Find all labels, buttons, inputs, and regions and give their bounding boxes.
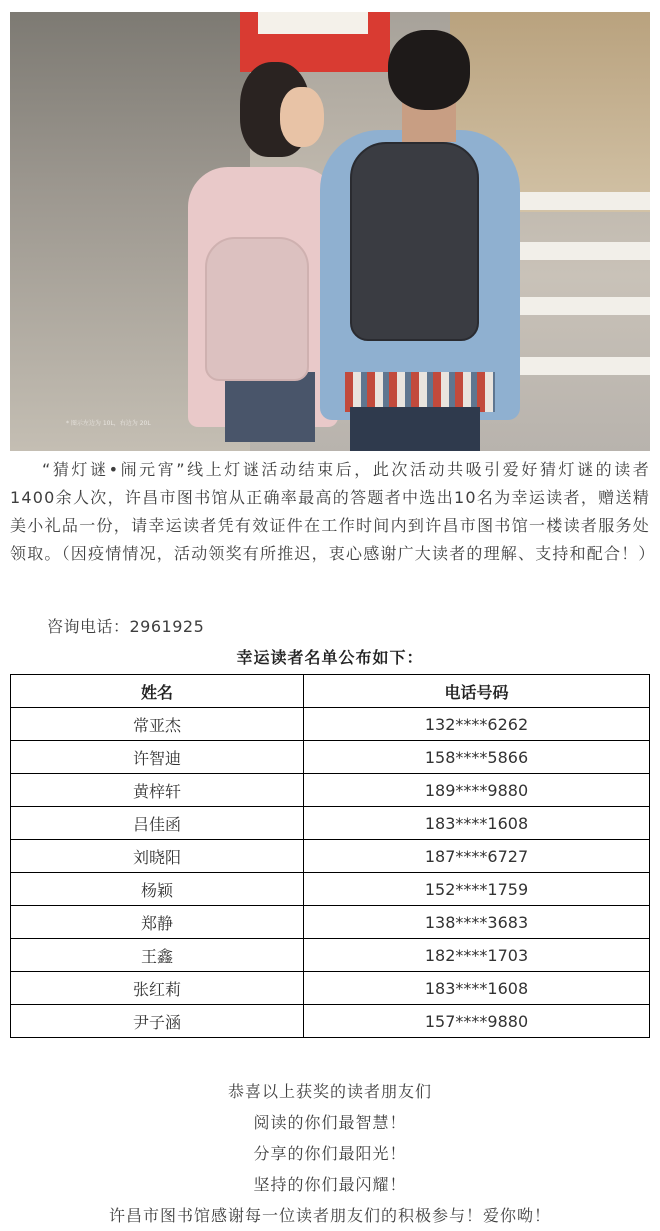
boy-jeans	[350, 407, 480, 451]
hero-photo	[10, 12, 650, 451]
article-paragraph: “猜灯谜•闹元宵”线上灯谜活动结束后，此次活动共吸引爱好猜灯谜的读者1400余人次，许昌市图书馆从正确率最高的答题者中选出10名为幸运读者，赠送精美小礼品一份，请幸运读者凭有效证件在工作时间内到许昌市图书馆一楼读者服务处领取。（因疫情情况，活动领奖有所推迟，衷心感谢广大读者的理解、支持和配合！）	[10, 460, 656, 563]
table-row	[11, 840, 650, 873]
dark-backpack	[350, 142, 479, 341]
winners-caption: 幸运读者名单公布如下：	[236, 648, 424, 667]
table-row	[11, 807, 650, 840]
closing-line: 阅读的你们最智慧！	[253, 1113, 407, 1132]
winner-name: 尹子涵	[11, 1005, 304, 1038]
winner-phone: 138****3683	[304, 906, 650, 939]
girl-skirt	[225, 372, 315, 442]
winner-phone: 158****5866	[304, 741, 650, 774]
winner-phone: 187****6727	[304, 840, 650, 873]
table-row	[11, 906, 650, 939]
closing-line: 恭喜以上获奖的读者朋友们	[227, 1082, 432, 1101]
winner-phone: 152****1759	[304, 873, 650, 906]
pink-backpack	[205, 237, 309, 381]
table-header-row	[11, 675, 650, 708]
crosswalk-stripe	[500, 192, 650, 210]
winner-name: 许智迪	[11, 741, 304, 774]
table-row	[11, 939, 650, 972]
table-row	[11, 1005, 650, 1038]
boy-hair	[388, 30, 470, 110]
winner-phone: 189****9880	[304, 774, 650, 807]
closing-message	[10, 1076, 650, 1231]
photo-note: * 图示左边为 10L，右边为 20L	[66, 420, 151, 427]
table-row	[11, 873, 650, 906]
consult-phone: 咨询电话：2961925	[47, 617, 205, 636]
closing-line: 分享的你们最阳光！	[253, 1144, 407, 1163]
winner-name: 杨颖	[11, 873, 304, 906]
winner-phone: 132****6262	[304, 708, 650, 741]
closing-line: 坚持的你们最闪耀！	[253, 1175, 407, 1194]
sign-panel	[258, 12, 368, 34]
header-phone: 电话号码	[304, 675, 650, 708]
winner-name: 刘晓阳	[11, 840, 304, 873]
winner-name: 王鑫	[11, 939, 304, 972]
winner-name: 张红莉	[11, 972, 304, 1005]
winner-phone: 183****1608	[304, 972, 650, 1005]
table-row	[11, 774, 650, 807]
winner-name: 常亚杰	[11, 708, 304, 741]
winner-phone: 183****1608	[304, 807, 650, 840]
winner-name: 黄梓轩	[11, 774, 304, 807]
table-row	[11, 708, 650, 741]
table-row	[11, 741, 650, 774]
header-name: 姓名	[11, 675, 304, 708]
winner-phone: 157****9880	[304, 1005, 650, 1038]
winner-name: 郑静	[11, 906, 304, 939]
girl-face	[280, 87, 324, 147]
winners-table	[10, 674, 650, 1038]
winner-phone: 182****1703	[304, 939, 650, 972]
winner-name: 吕佳函	[11, 807, 304, 840]
boy-plaid-shirt	[345, 372, 495, 412]
closing-line: 许昌市图书馆感谢每一位读者朋友们的积极参与！爱你呦！	[108, 1206, 551, 1225]
table-row	[11, 972, 650, 1005]
